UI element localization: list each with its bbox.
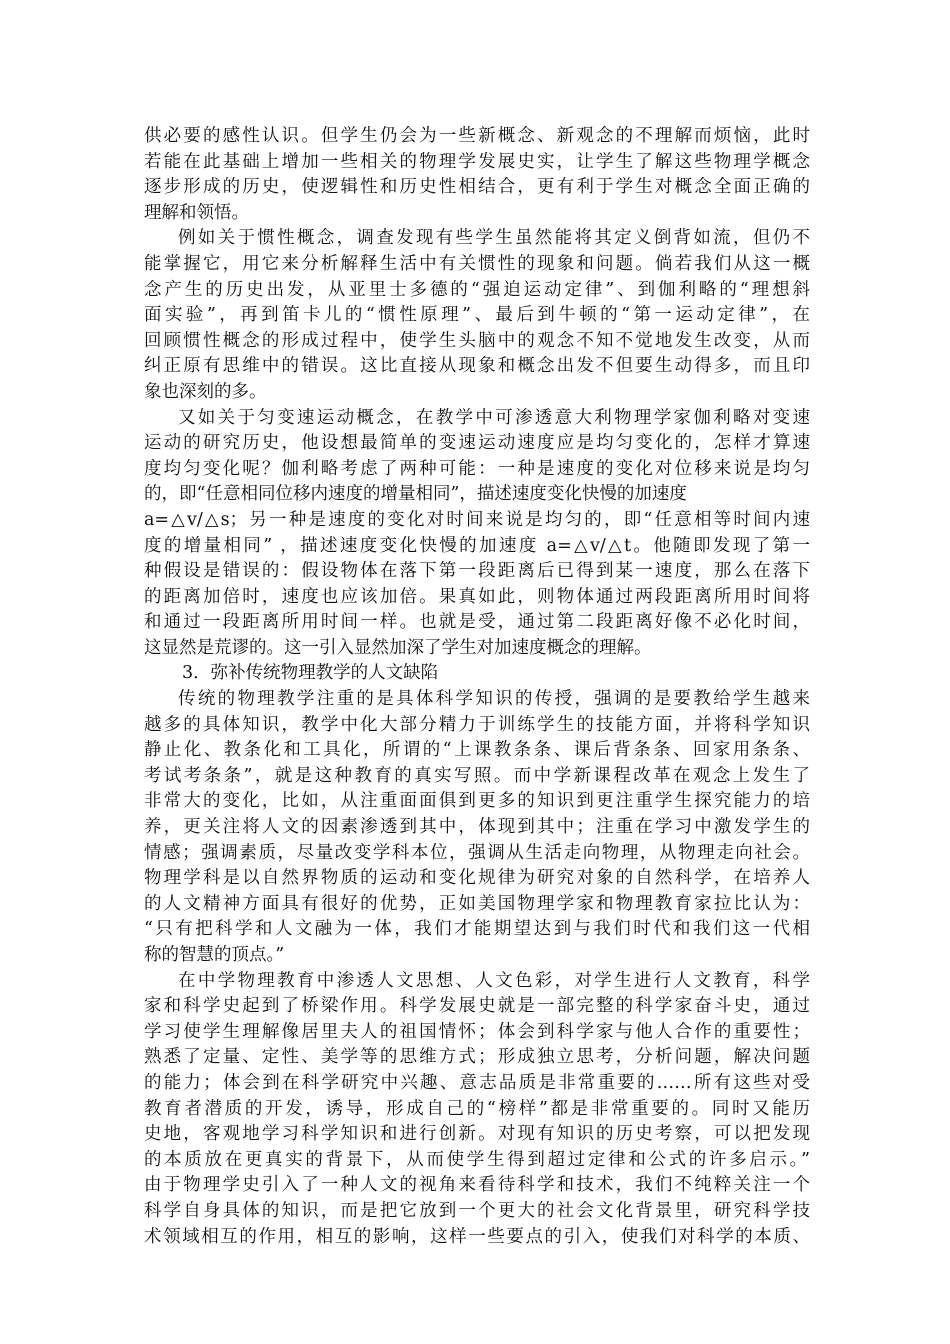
text-line: 逐步形成的历史，使逻辑性和历史性相结合，更有利于学生对概念全面正确的 <box>144 177 810 198</box>
text-line: 象也深刻的多。 <box>144 381 267 402</box>
text-line: 这显然是荒谬的。这一引入显然加深了学生对加速度概念的理解。 <box>144 637 652 658</box>
paragraph-first-line: 传统的物理教学注重的是具体科学知识的传授，强调的是要教给学生越来 <box>178 689 810 710</box>
text-line: 情感；强调素质，尽量改变学科本位，强调从生活走向物理，从物理走向社会。 <box>144 842 810 863</box>
text-line: 念产生的历史出发，从亚里士多德的“强迫运动定律”、到伽利略的“理想斜 <box>144 279 810 300</box>
text-line: 度的增量相同” ，描述速度变化快慢的加速度 a=△v/△t。他随即发现了第一 <box>144 535 810 556</box>
text-line: 面实验”，再到笛卡儿的“惯性原理”、最后到牛顿的“第一运动定律”，在 <box>144 305 810 326</box>
text-line: 的距离加倍时，速度也应该加倍。果真如此，则物体通过两段距离所用时间将 <box>144 586 810 607</box>
text-line: a=△v/△s；另一种是速度的变化对时间来说是均匀的，即“任意相等时间内速 <box>144 509 810 530</box>
text-line: 能掌握它，用它来分析解释生活中有关惯性的现象和问题。倘若我们从这一概 <box>144 253 810 274</box>
text-line: 纠正原有思维中的错误。这比直接从现象和概念出发不但要生动得多，而且印 <box>144 356 810 377</box>
text-line: 供必要的感性认识。但学生仍会为一些新概念、新观念的不理解而烦恼，此时 <box>144 126 810 146</box>
paragraph-first-line: 例如关于惯性概念，调查发现有些学生虽然能将其定义倒背如流，但仍不 <box>178 228 810 249</box>
text-line: 教育者潜质的开发，诱导，形成自己的“榜样”都是非常重要的。同时又能历 <box>144 1098 810 1119</box>
text-line: 的本质放在更真实的背景下，从而使学生得到超过定律和公式的许多启示。” <box>144 1149 810 1170</box>
text-line: 术领域相互的作用，相互的影响，这样一些要点的引入，使我们对科学的本质、 <box>144 1226 810 1247</box>
text-line: 由于物理学史引入了一种人文的视角来看待科学和技术，我们不纯粹关注一个 <box>144 1175 810 1196</box>
text-line: 越多的具体知识，教学中化大部分精力于训练学生的技能方面，并将科学知识 <box>144 714 810 735</box>
text-line: 家和科学史起到了桥梁作用。科学发展史就是一部完整的科学家奋斗史，通过 <box>144 996 810 1017</box>
text-line: “只有把科学和人文融为一体，我们才能期望达到与我们时代和我们这一代相 <box>144 919 810 940</box>
text-line: 史地，客观地学习科学知识和进行创新。对现有知识的历史考察，可以把发现 <box>144 1124 810 1145</box>
text-line: 的人文精神方面具有很好的优势，正如美国物理学家和物理教育家拉比认为： <box>144 893 810 914</box>
text-line: 度均匀变化呢？伽利略考虑了两种可能：一种是速度的变化对位移来说是均匀 <box>144 458 810 479</box>
text-line: 的，即“任意相同位移内速度的增量相同”，描述速度变化快慢的加速度 <box>144 484 687 505</box>
text-line: 和通过一段距离所用时间一样。也就是受，通过第二段距离好像不必化时间， <box>144 612 810 633</box>
text-line: 静止化、教条化和工具化，所谓的“上课教条条、课后背条条、回家用条条、 <box>144 740 810 761</box>
text-line: 的能力；体会到在科学研究中兴趣、意志品质是非常重要的……所有这些对受 <box>144 1072 810 1093</box>
text-line: 称的智慧的顶点。” <box>144 945 285 965</box>
text-line: 种假设是错误的：假设物体在落下第一段距离后已得到某一速度，那么在落下 <box>144 561 810 582</box>
text-line: 学习使学生理解像居里夫人的祖国情怀；体会到科学家与他人合作的重要性； <box>144 1021 810 1042</box>
paragraph-first-line: 又如关于匀变速运动概念，在教学中可渗透意大利物理学家伽利略对变速 <box>178 407 810 428</box>
text-line: 运动的研究历史，他设想最简单的变速运动速度应是均匀变化的，怎样才算速 <box>144 433 810 454</box>
document-body <box>144 124 810 1250</box>
text-line: 考试考条条”，就是这种教育的真实写照。而中学新课程改革在观念上发生了 <box>144 765 810 786</box>
text-line: 科学自身具体的知识，而是把它放到一个更大的社会文化背景里，研究科学技 <box>144 1200 810 1221</box>
text-line: 回顾惯性概念的形成过程中，使学生头脑中的观念不知不觉地发生改变，从而 <box>144 330 810 351</box>
text-line: 养，更关注将人文的因素渗透到其中，体现到其中；注重在学习中激发学生的 <box>144 817 810 838</box>
text-line: 理解和领悟。 <box>144 202 249 223</box>
text-line: 非常大的变化，比如，从注重面面俱到更多的知识到更注重学生探究能力的培 <box>144 791 810 812</box>
paragraph-first-line: 在中学物理教育中渗透人文思想、人文色彩，对学生进行人文教育，科学 <box>178 970 810 991</box>
text-line: 物理学科是以自然界物质的运动和变化规律为研究对象的自然科学，在培养人 <box>144 868 810 889</box>
text-line: 若能在此基础上增加一些相关的物理学发展史实，让学生了解这些物理学概念 <box>144 151 810 172</box>
text-line: 熟悉了定量、定性、美学等的思维方式；形成独立思考，分析问题，解决问题 <box>144 1047 810 1068</box>
section-heading: 3．弥补传统物理教学的人文缺陷 <box>182 663 439 684</box>
